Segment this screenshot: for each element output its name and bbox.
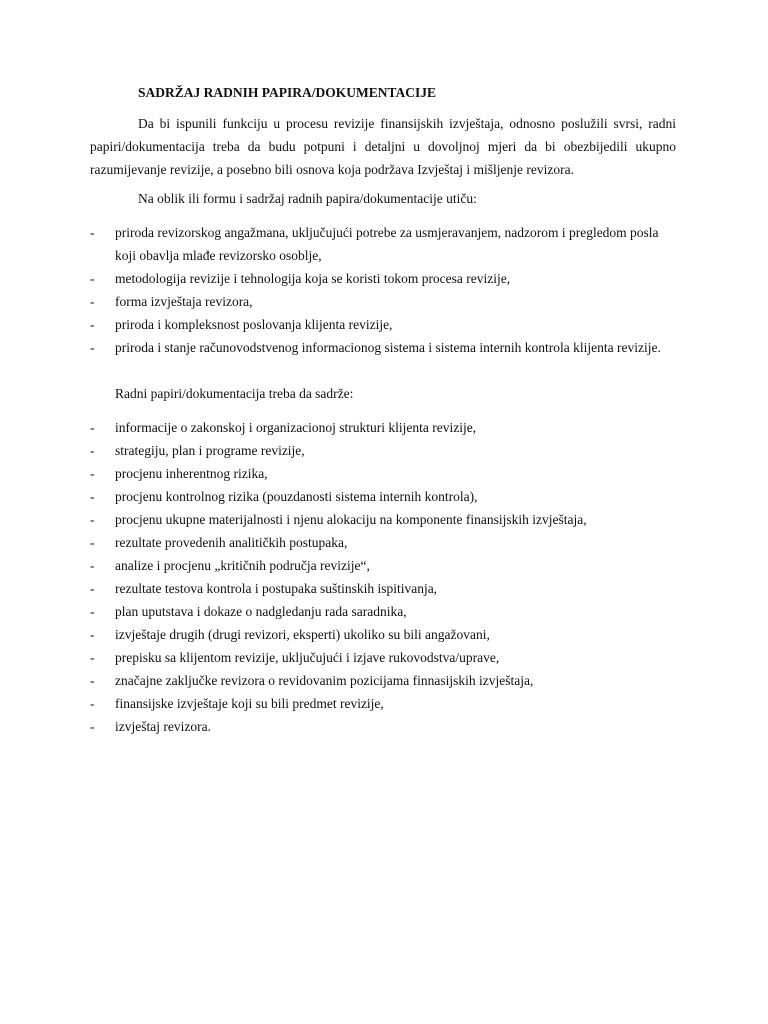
list-item (90, 290, 676, 313)
list-item (90, 313, 676, 336)
list-item (90, 531, 676, 554)
bullet-dash: - (90, 294, 95, 309)
list-item (90, 336, 676, 359)
list-item-text: priroda i kompleksnost poslovanja klijenta revizije, (115, 317, 393, 332)
list2-intro: Radni papiri/dokumentacija treba da sadrže: (115, 386, 354, 401)
list-item-text: procjenu inherentnog rizika, (115, 466, 268, 481)
bullet-dash: - (90, 489, 95, 504)
bullet-dash: - (90, 696, 95, 711)
list-item-text: prepisku sa klijentom revizije, uključujući i izjave rukovodstva/uprave, (115, 650, 500, 665)
list-item-text: značajne zaključke revizora o revidovanim pozicijama finnasijskih izvještaja, (115, 673, 534, 688)
contents-list (90, 416, 676, 738)
list-item (90, 485, 676, 508)
bullet-dash: - (90, 719, 95, 734)
list-item-text: forma izvještaja revizora, (115, 294, 253, 309)
bullet-dash: - (90, 627, 95, 642)
list1-intro: Na oblik ili formu i sadržaj radnih papira/dokumentacije utiču: (138, 191, 477, 206)
bullet-dash: - (90, 558, 95, 573)
list-item-text: plan uputstava i dokaze o nadgledanju rada saradnika, (115, 604, 407, 619)
list-item-text: izvještaje drugih (drugi revizori, eksperti) ukoliko su bili angažovani, (115, 627, 490, 642)
list-item (90, 646, 676, 669)
list-item (90, 669, 676, 692)
list-item (90, 715, 676, 738)
bullet-dash: - (90, 271, 95, 286)
list-item (90, 623, 676, 646)
list-item (90, 577, 676, 600)
list-item-text: rezultate testova kontrola i postupaka suštinskih ispitivanja, (115, 581, 438, 596)
list-item-text: priroda revizorskog angažmana, uključujući potrebe za usmjeravanjem, nadzorom i pregledom posla koji obavlja mlađe revizorsko osoblje, (115, 225, 659, 263)
bullet-dash: - (90, 673, 95, 688)
list-item (90, 600, 676, 623)
list-item (90, 267, 676, 290)
list-item-text: rezultate provedenih analitičkih postupaka, (115, 535, 348, 550)
list-item (90, 692, 676, 715)
bullet-dash: - (90, 340, 95, 355)
bullet-dash: - (90, 317, 95, 332)
list-item (90, 508, 676, 531)
bullet-dash: - (90, 650, 95, 665)
bullet-dash: - (90, 443, 95, 458)
list-item-text: procjenu kontrolnog rizika (pouzdanosti sistema internih kontrola), (115, 489, 478, 504)
list-item-text: strategiju, plan i programe revizije, (115, 443, 305, 458)
bullet-dash: - (90, 225, 95, 240)
list-item-text: metodologija revizije i tehnologija koja se koristi tokom procesa revizije, (115, 271, 511, 286)
influences-list (90, 221, 676, 359)
list-item (90, 554, 676, 577)
bullet-dash: - (90, 535, 95, 550)
intro-paragraph: Da bi ispunili funkciju u procesu revizije finansijskih izvještaja, odnosno poslužili svrsi, radni papiri/dokumentacija treba da budu potpuni i detaljni u dovoljnoj mjeri da bi obezbijedili ukupno razumijevanje revizije, a posebno bili osnova koja podržava Izvještaj i mišljenje revizora. (90, 116, 676, 177)
list-item (90, 416, 676, 439)
bullet-dash: - (90, 581, 95, 596)
list-item (90, 462, 676, 485)
bullet-dash: - (90, 512, 95, 527)
list-item-text: izvještaj revizora. (115, 719, 211, 734)
list-item-text: finansijske izvještaje koji su bili predmet revizije, (115, 696, 384, 711)
list-item (90, 221, 676, 267)
list-item-text: informacije o zakonskoj i organizacionoj strukturi klijenta revizije, (115, 420, 477, 435)
bullet-dash: - (90, 420, 95, 435)
list-item (90, 439, 676, 462)
list-item-text: analize i procjenu „kritičnih područja revizije“, (115, 558, 370, 573)
document-title: SADRŽAJ RADNIH PAPIRA/DOKUMENTACIJE (138, 85, 437, 100)
bullet-dash: - (90, 466, 95, 481)
list-item-text: priroda i stanje računovodstvenog informacionog sistema i sistema internih kontrola klijenta revizije. (115, 340, 661, 355)
list-item-text: procjenu ukupne materijalnosti i njenu alokaciju na komponente finansijskih izvještaja, (115, 512, 587, 527)
bullet-dash: - (90, 604, 95, 619)
